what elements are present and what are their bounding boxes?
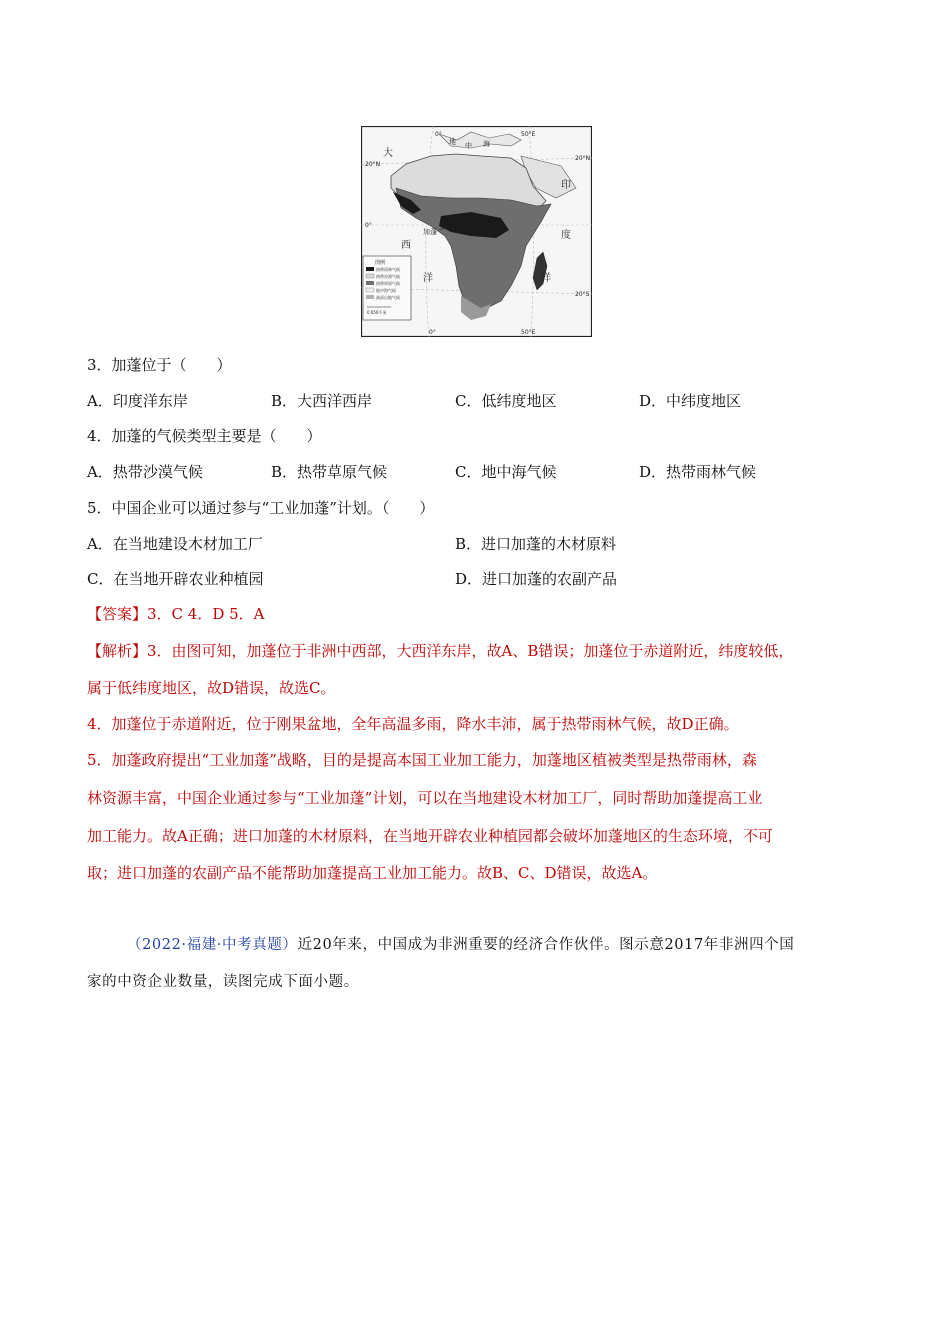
- legend-item-1: 热带雨林气候: [376, 267, 400, 272]
- analysis-line-1: [87, 641, 793, 661]
- map-lat-20n-left: 20°N: [365, 161, 381, 168]
- gabon-label: 加蓬: [423, 228, 437, 236]
- q5-option-a: A．在当地建设木材加工厂: [87, 535, 263, 553]
- map-legend: [363, 256, 411, 320]
- next-question-text-1: 近20年来，中国成为非洲重要的经济合作伙伴。图示意2017年非洲四个国: [297, 937, 795, 953]
- ocean-atlantic-3: 洋: [423, 273, 433, 284]
- analysis-line-5: 林资源丰富，中国企业通过参与“工业加蓬”计划，可以在当地建设木材加工厂，同时帮助加蓬提高工业: [87, 789, 763, 807]
- analysis-line-2: 属于低纬度地区，故D错误，故选C。: [87, 679, 336, 697]
- q3-option-a: A．印度洋东岸: [87, 392, 188, 410]
- africa-climate-map: [361, 126, 592, 337]
- ocean-indian-1: 印: [561, 180, 571, 191]
- legend-scale: 0 650千米: [367, 310, 387, 315]
- ocean-atlantic-1: 大: [383, 148, 393, 159]
- q5-option-b: B．进口加蓬的木材原料: [455, 535, 617, 553]
- map-lat-20n-right: 20°N: [575, 155, 591, 162]
- next-question-line-1: [127, 935, 794, 955]
- legend-item-3: 热带草原气候: [376, 281, 400, 286]
- next-question-line-2: 家的中资企业数量，读图完成下面小题。: [87, 974, 359, 990]
- analysis-line-6: 加工能力。故A正确；进口加蓬的木材原料，在当地开辟农业种植园都会破坏加蓬地区的生态环境，不可: [87, 827, 773, 845]
- q5-stem: 5．中国企业可以通过参与“工业加蓬”计划。（ ）: [87, 499, 435, 517]
- q5-option-d: D．进口加蓬的农副产品: [455, 570, 618, 588]
- legend-swatch-savanna: [366, 281, 374, 285]
- q4-option-d: D．热带雨林气候: [639, 463, 757, 481]
- analysis-line-4: 5．加蓬政府提出“工业加蓬”战略，目的是提高本国工业加工能力，加蓬地区植被类型是热带雨林，森: [87, 751, 757, 769]
- map-lon-50e-top: 50°E: [521, 131, 536, 138]
- answer-text: 3．C 4．D 5．A: [147, 605, 265, 623]
- answer-label: 【答案】: [87, 605, 148, 623]
- legend-swatch-highland: [366, 295, 374, 299]
- sea-med-1: 地: [449, 138, 456, 146]
- q3-option-d: D．中纬度地区: [639, 392, 742, 410]
- map-svg: [361, 126, 592, 337]
- q4-option-c: C．地中海气候: [455, 463, 557, 481]
- q4-option-b: B．热带草原气候: [271, 463, 388, 481]
- q3-stem: 3．加蓬位于（ ）: [87, 356, 232, 374]
- q5-option-c: C．在当地开辟农业种植园: [87, 570, 264, 588]
- map-lon-0-top: 0°: [435, 131, 442, 138]
- sea-med-2: 中: [465, 142, 472, 150]
- legend-item-4: 地中海气候: [376, 288, 396, 293]
- analysis-line-3: 4．加蓬位于赤道附近，位于刚果盆地，全年高温多雨，降水丰沛，属于热带雨林气候，故D正确。: [87, 715, 739, 733]
- map-lon-0-bottom: 0°: [429, 329, 436, 336]
- ocean-indian-3: 洋: [541, 273, 551, 284]
- analysis-line-7: 取；进口加蓬的农副产品不能帮助加蓬提高工业加工能力。故B、C、D错误，故选A。: [87, 864, 658, 882]
- legend-item-5: 高原山地气候: [376, 295, 400, 300]
- analysis-text-1: 3．由图可知，加蓬位于非洲中西部，大西洋东岸，故A、B错误；加蓬位于赤道附近，纬度较低，: [147, 642, 794, 660]
- q4-option-a: A．热带沙漠气候: [87, 463, 203, 481]
- sea-med-3: 海: [483, 140, 490, 148]
- answer-line: [87, 604, 265, 624]
- next-question-source: （2022·福建·中考真题）: [127, 937, 298, 953]
- map-lat-0-left: 0°: [365, 222, 372, 229]
- legend-swatch-desert: [366, 274, 374, 278]
- legend-title: 图例: [375, 260, 386, 266]
- legend-swatch-mediterranean: [366, 288, 374, 292]
- map-lon-50e-bottom: 50°E: [521, 329, 536, 336]
- analysis-label: 【解析】: [87, 642, 148, 660]
- legend-swatch-rainforest: [366, 267, 374, 271]
- legend-item-2: 热带沙漠气候: [376, 274, 400, 279]
- q3-option-b: B．大西洋西岸: [271, 392, 373, 410]
- ocean-atlantic-2: 西: [401, 240, 411, 251]
- ocean-indian-2: 度: [561, 230, 571, 241]
- q4-stem: 4．加蓬的气候类型主要是（ ）: [87, 427, 322, 445]
- map-lat-20s-right: 20°S: [575, 291, 590, 298]
- q3-option-c: C．低纬度地区: [455, 392, 557, 410]
